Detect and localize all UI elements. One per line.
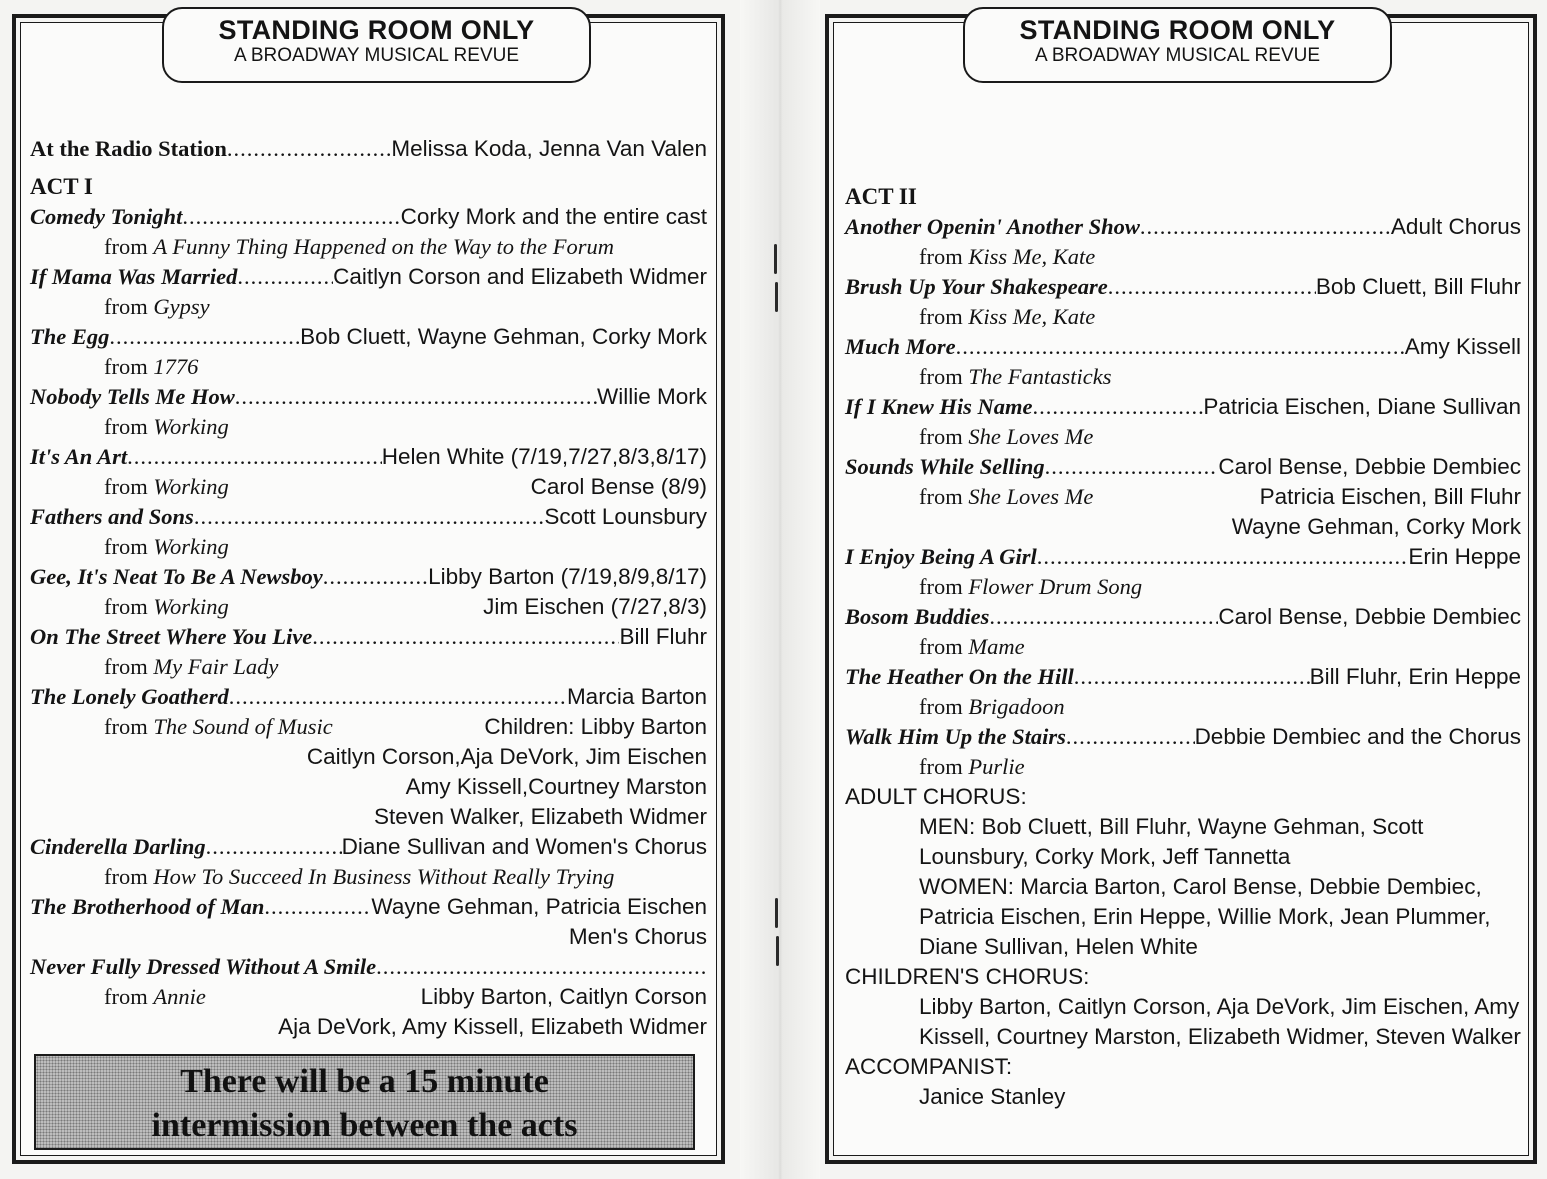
from-word: from: [104, 414, 148, 439]
song-line: [845, 542, 1521, 572]
song-cast-extra: Libby Barton, Caitlyn Corson: [420, 984, 707, 1009]
leader-dots: [1140, 212, 1391, 242]
song-title: The Lonely Goatherd: [30, 684, 229, 709]
staple-mark: [774, 244, 777, 274]
show-title: Working: [153, 474, 229, 499]
song-source: [30, 232, 707, 262]
song-line: [30, 322, 707, 352]
leader-dots: [989, 602, 1218, 632]
song-source: [845, 482, 1521, 512]
show-title: Working: [153, 414, 229, 439]
leader-dots: [127, 442, 382, 472]
intermission-notice: [34, 1054, 695, 1150]
song-source: [845, 692, 1521, 722]
song-source: [845, 302, 1521, 332]
song-cast: Carol Bense, Debbie Dembiec: [1218, 454, 1521, 479]
song-line: [30, 382, 707, 412]
intermission-line: intermission between the acts: [151, 1107, 578, 1144]
show-title: She Loves Me: [968, 424, 1094, 449]
left-page: [12, 14, 725, 1164]
show-title: Flower Drum Song: [968, 574, 1143, 599]
leader-dots: [264, 892, 371, 922]
song-cast-extra: Caitlyn Corson,Aja DeVork, Jim Eischen: [306, 744, 707, 769]
leader-dots: [237, 262, 333, 292]
song-line: [845, 272, 1521, 302]
song-line: [30, 952, 707, 982]
song-source: [30, 532, 707, 562]
song-cast: Willie Mork: [597, 384, 707, 409]
song-line: [30, 682, 707, 712]
from-word: from: [919, 424, 963, 449]
song-line: [845, 392, 1521, 422]
show-title: Gypsy: [153, 294, 210, 319]
center-fold: [740, 0, 820, 1179]
from-word: from: [919, 574, 963, 599]
women-chorus: WOMEN: Marcia Barton, Carol Bense, Debbie Dembiec, Patricia Eischen, Erin Heppe, Willie Mork, Jean Plummer, Diane Sullivan, Helen White: [919, 874, 1491, 959]
leader-dots: [235, 382, 597, 412]
from-word: from: [104, 534, 148, 559]
page-header: [963, 7, 1392, 83]
song-source: [30, 352, 707, 382]
show-title: Working: [153, 534, 229, 559]
song-cast-extra: Aja DeVork, Amy Kissell, Elizabeth Widmer: [278, 1014, 707, 1039]
show-title: How To Succeed In Business Without Really Trying: [153, 864, 615, 889]
show-title: Kiss Me, Kate: [968, 244, 1096, 269]
from-word: from: [919, 634, 963, 659]
show-title: The Sound of Music: [153, 714, 333, 739]
song-title: Fathers and Sons: [30, 504, 194, 529]
prelude-line: [30, 134, 707, 164]
header-title: STANDING ROOM ONLY: [1019, 15, 1336, 45]
song-source: [30, 862, 707, 892]
act-label: ACT II: [845, 184, 917, 209]
adult-chorus-label: ADULT CHORUS:: [845, 784, 1027, 809]
song-cast: Bill Fluhr, Erin Heppe: [1309, 664, 1521, 689]
leader-dots: [323, 562, 428, 592]
prelude-title: At the Radio Station: [30, 136, 227, 161]
song-cast-extra: Jim Eischen (7/27,8/3): [483, 594, 707, 619]
show-title: Purlie: [968, 754, 1025, 779]
show-title: My Fair Lady: [153, 654, 279, 679]
song-line: [30, 832, 707, 862]
intermission-line: There will be a 15 minute: [180, 1063, 549, 1100]
show-title: Brigadoon: [968, 694, 1065, 719]
song-cast: Corky Mork and the entire cast: [400, 204, 707, 229]
leader-dots: [376, 952, 707, 982]
song-title: The Brotherhood of Man: [30, 894, 265, 919]
from-word: from: [919, 304, 963, 329]
song-cast: Debbie Dembiec and the Chorus: [1194, 724, 1521, 749]
show-title: Working: [153, 594, 229, 619]
song-source: [30, 472, 707, 502]
song-line: [845, 452, 1521, 482]
song-source: [845, 752, 1521, 782]
header-subtitle: A BROADWAY MUSICAL REVUE: [1034, 45, 1321, 66]
song-title: It's An Art: [30, 444, 128, 469]
song-source: [845, 362, 1521, 392]
act-two-listing: [845, 174, 1521, 1112]
show-title: Mame: [968, 634, 1025, 659]
song-source: [845, 422, 1521, 452]
accompanist-name: Janice Stanley: [919, 1084, 1066, 1109]
song-cast: Scott Lounsbury: [544, 504, 707, 529]
song-cast: Carol Bense, Debbie Dembiec: [1218, 604, 1521, 629]
song-title: Gee, It's Neat To Be A Newsboy: [30, 564, 323, 589]
song-line: [30, 442, 707, 472]
staple-mark: [776, 936, 779, 966]
from-word: from: [104, 294, 148, 319]
song-source: [30, 592, 707, 622]
leader-dots: [312, 622, 619, 652]
from-word: from: [104, 594, 148, 619]
song-source: [30, 412, 707, 442]
song-title: Brush Up Your Shakespeare: [845, 274, 1108, 299]
song-line: [30, 892, 707, 922]
song-cast-extra: Children: Libby Barton: [484, 714, 707, 739]
from-word: from: [919, 244, 963, 269]
song-source: [845, 242, 1521, 272]
leader-dots: [1033, 392, 1204, 422]
song-cast: Caitlyn Corson and Elizabeth Widmer: [333, 264, 707, 289]
song-line: [30, 502, 707, 532]
song-cast: Bob Cluett, Bill Fluhr: [1315, 274, 1521, 299]
song-cast: Erin Heppe: [1408, 544, 1521, 569]
children-chorus-label: CHILDREN'S CHORUS:: [845, 964, 1090, 989]
song-source: [845, 632, 1521, 662]
from-word: from: [104, 474, 148, 499]
song-title: Another Openin' Another Show: [845, 214, 1140, 239]
song-title: Sounds While Selling: [845, 454, 1045, 479]
act-one-listing: [30, 134, 707, 1042]
page-header: [162, 7, 591, 83]
song-cast: Bob Cluett, Wayne Gehman, Corky Mork: [300, 324, 707, 349]
from-word: from: [919, 694, 963, 719]
from-word: from: [104, 234, 148, 259]
song-line: [30, 202, 707, 232]
song-line: [845, 602, 1521, 632]
show-title: Annie: [153, 984, 206, 1009]
song-title: Much More: [845, 334, 956, 359]
from-word: from: [919, 484, 963, 509]
song-cast: Bill Fluhr: [619, 624, 707, 649]
song-source: [30, 712, 707, 742]
song-title: I Enjoy Being A Girl: [845, 544, 1037, 569]
song-cast-extra: Wayne Gehman, Corky Mork: [1231, 514, 1521, 539]
leader-dots: [227, 134, 391, 164]
song-cast: Libby Barton (7/19,8/9,8/17): [428, 564, 707, 589]
song-cast: Marcia Barton: [566, 684, 707, 709]
from-word: from: [104, 714, 148, 739]
show-title: She Loves Me: [968, 484, 1094, 509]
song-source: [30, 982, 707, 1012]
children-chorus: Libby Barton, Caitlyn Corson, Aja DeVork, Jim Eischen, Amy Kissell, Courtney Marston, Elizabeth Widmer, Steven Walker: [919, 994, 1521, 1049]
leader-dots: [1066, 722, 1195, 752]
song-source: [845, 572, 1521, 602]
act-label: ACT I: [30, 174, 93, 199]
leader-dots: [229, 682, 567, 712]
song-title: Never Fully Dressed Without A Smile: [30, 954, 377, 979]
song-cast-extra: Patricia Eischen, Bill Fluhr: [1259, 484, 1521, 509]
leader-dots: [109, 322, 300, 352]
show-title: Kiss Me, Kate: [968, 304, 1096, 329]
song-list: [845, 212, 1521, 782]
song-line: [845, 332, 1521, 362]
prelude-cast: Melissa Koda, Jenna Van Valen: [391, 136, 707, 161]
song-list: [30, 202, 707, 1042]
song-cast: Patricia Eischen, Diane Sullivan: [1203, 394, 1521, 419]
song-cast: Adult Chorus: [1390, 214, 1521, 239]
song-source: [30, 292, 707, 322]
right-page: [825, 14, 1537, 1164]
song-title: Bosom Buddies: [845, 604, 990, 629]
song-cast-extra: Amy Kissell,Courtney Marston: [405, 774, 707, 799]
staple-mark: [775, 282, 778, 312]
men-chorus: MEN: Bob Cluett, Bill Fluhr, Wayne Gehman, Scott Lounsbury, Corky Mork, Jeff Tannetta: [919, 814, 1424, 869]
song-cast: Helen White (7/19,7/27,8/3,8/17): [381, 444, 707, 469]
song-line: [845, 212, 1521, 242]
leader-dots: [206, 832, 342, 862]
leader-dots: [1108, 272, 1316, 302]
song-line: [30, 562, 707, 592]
show-title: The Fantasticks: [968, 364, 1112, 389]
leader-dots: [194, 502, 545, 532]
leader-dots: [182, 202, 400, 232]
leader-dots: [956, 332, 1405, 362]
staple-mark: [775, 898, 778, 928]
song-title: Nobody Tells Me How: [30, 384, 235, 409]
song-title: If I Knew His Name: [845, 394, 1033, 419]
song-title: Walk Him Up the Stairs: [845, 724, 1066, 749]
from-word: from: [919, 364, 963, 389]
accompanist-label: ACCOMPANIST:: [845, 1054, 1013, 1079]
song-cast: Amy Kissell: [1404, 334, 1521, 359]
leader-dots: [1045, 452, 1219, 482]
header-title: STANDING ROOM ONLY: [218, 15, 535, 45]
song-cast: Diane Sullivan and Women's Chorus: [341, 834, 707, 859]
song-title: On The Street Where You Live: [30, 624, 313, 649]
song-title: The Egg: [30, 324, 110, 349]
song-line: [845, 722, 1521, 752]
header-subtitle: A BROADWAY MUSICAL REVUE: [233, 45, 520, 66]
from-word: from: [104, 864, 148, 889]
song-line: [30, 262, 707, 292]
song-source: [30, 652, 707, 682]
leader-dots: [1037, 542, 1409, 572]
show-title: 1776: [153, 354, 199, 379]
song-cast-extra: Steven Walker, Elizabeth Widmer: [373, 804, 707, 829]
song-title: Comedy Tonight: [30, 204, 183, 229]
song-title: Cinderella Darling: [30, 834, 206, 859]
from-word: from: [104, 984, 148, 1009]
song-title: If Mama Was Married: [30, 264, 238, 289]
song-cast-extra: Carol Bense (8/9): [530, 474, 707, 499]
from-word: from: [919, 754, 963, 779]
leader-dots: [1074, 662, 1310, 692]
song-title: The Heather On the Hill: [845, 664, 1074, 689]
show-title: A Funny Thing Happened on the Way to the Forum: [153, 234, 614, 259]
from-word: from: [104, 354, 148, 379]
song-cast-extra: Men's Chorus: [568, 924, 707, 949]
song-line: [845, 662, 1521, 692]
from-word: from: [104, 654, 148, 679]
song-cast: Wayne Gehman, Patricia Eischen: [371, 894, 707, 919]
song-line: [30, 622, 707, 652]
